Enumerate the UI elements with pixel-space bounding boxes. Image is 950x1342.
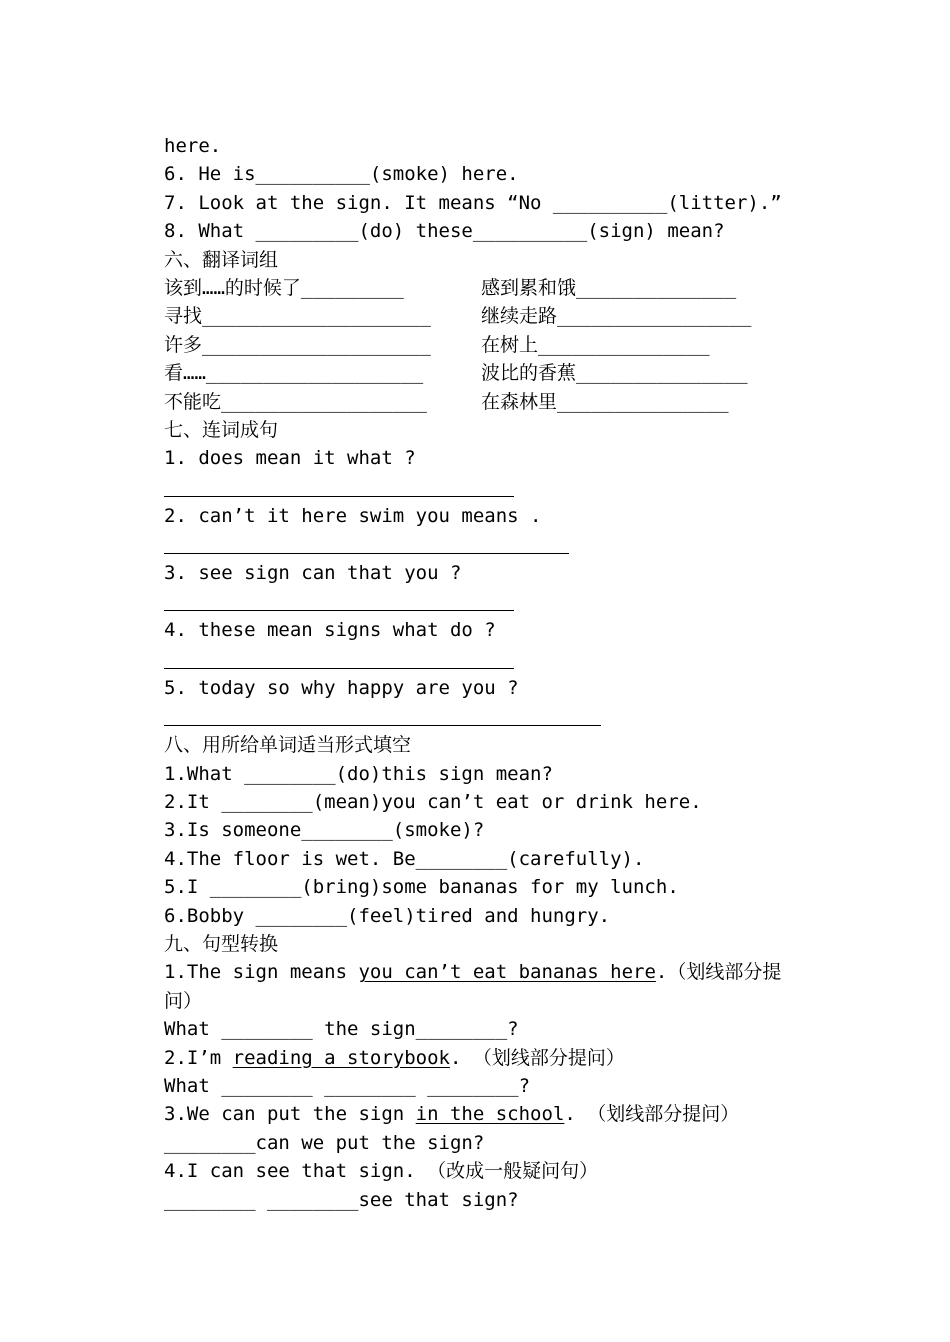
reorder-question: 2. can’t it here swim you means . xyxy=(164,504,542,527)
answer-template: ________can we put the sign? xyxy=(164,1131,485,1154)
phrase-right: 感到累和饿______________ xyxy=(481,276,737,299)
answer-line xyxy=(164,473,514,497)
answer-template: What ________ ________ ________? xyxy=(164,1074,531,1097)
question-line: 7. Look at the sign. It means “No __________(litter).” xyxy=(164,191,782,214)
phrase-left: 该到……的时候了_________ xyxy=(164,276,404,299)
fill-question: 4.The floor is wet. Be________(carefully). xyxy=(164,847,645,870)
question-text: 3.We can put the sign xyxy=(164,1103,416,1126)
reorder-question: 3. see sign can that you ? xyxy=(164,562,462,585)
phrase-right: 波比的香蕉_______________ xyxy=(481,362,748,385)
phrase-left: 不能吃__________________ xyxy=(164,390,427,413)
question-text: 1.The sign means xyxy=(164,961,359,984)
underlined-text: in the school xyxy=(415,1103,565,1126)
answer-line xyxy=(164,530,569,554)
section-title-transform: 九、句型转换 xyxy=(164,932,279,955)
worksheet-page xyxy=(164,132,804,1214)
question-line: 8. What _________(do) these__________(sign) mean? xyxy=(164,220,725,243)
phrase-right: 在树上_______________ xyxy=(481,333,710,356)
fill-question: 6.Bobby ________(feel)tired and hungry. xyxy=(164,904,611,927)
fill-question: 3.Is someone________(smoke)? xyxy=(164,819,485,842)
transform-question xyxy=(164,958,804,986)
phrase-left: 寻找____________________ xyxy=(164,305,431,328)
question-text: 2.I’m xyxy=(164,1046,233,1069)
phrase-row xyxy=(164,388,804,416)
question-line: 6. He is__________(smoke) here. xyxy=(164,163,519,186)
underlined-text: you can’t eat bananas here xyxy=(358,961,656,984)
fill-question: 5.I ________(bring)some bananas for my lunch. xyxy=(164,876,679,899)
text-line: here. xyxy=(164,135,222,157)
question-text: . （划线部分提问） xyxy=(564,1103,740,1126)
underlined-text: reading a storybook xyxy=(232,1046,450,1069)
transform-question: 4.I can see that sign. （改成一般疑问句） xyxy=(164,1160,599,1183)
reorder-question: 4. these mean signs what do ? xyxy=(164,619,496,642)
answer-template: What ________ the sign________? xyxy=(164,1018,519,1041)
question-text: . （划线部分提问） xyxy=(449,1046,625,1069)
phrase-row xyxy=(164,274,804,302)
answer-line xyxy=(164,645,514,669)
phrase-right: 继续走路_________________ xyxy=(481,305,752,328)
transform-question xyxy=(164,1100,804,1128)
phrase-left: 许多____________________ xyxy=(164,333,431,356)
section-title-fill: 八、用所给单词适当形式填空 xyxy=(164,734,412,757)
phrase-left: 看……___________________ xyxy=(164,362,424,385)
phrase-row xyxy=(164,331,804,359)
question-text: .（划线部分提 xyxy=(655,961,782,984)
section-title-translate: 六、翻译词组 xyxy=(164,248,279,271)
transform-question xyxy=(164,1044,804,1072)
section-title-reorder: 七、连词成句 xyxy=(164,418,279,441)
answer-template: ________ ________see that sign? xyxy=(164,1188,519,1211)
phrase-row xyxy=(164,359,804,387)
fill-question: 1.What ________(do)this sign mean? xyxy=(164,762,553,785)
reorder-question: 1. does mean it what ? xyxy=(164,447,416,470)
answer-line xyxy=(164,702,601,726)
answer-line xyxy=(164,587,514,611)
question-wrap-text: 问） xyxy=(164,989,203,1012)
phrase-right: 在森林里_______________ xyxy=(481,390,729,413)
fill-question: 2.It ________(mean)you can’t eat or drink here. xyxy=(164,791,702,814)
reorder-question: 5. today so why happy are you ? xyxy=(164,676,519,699)
phrase-row xyxy=(164,302,804,330)
